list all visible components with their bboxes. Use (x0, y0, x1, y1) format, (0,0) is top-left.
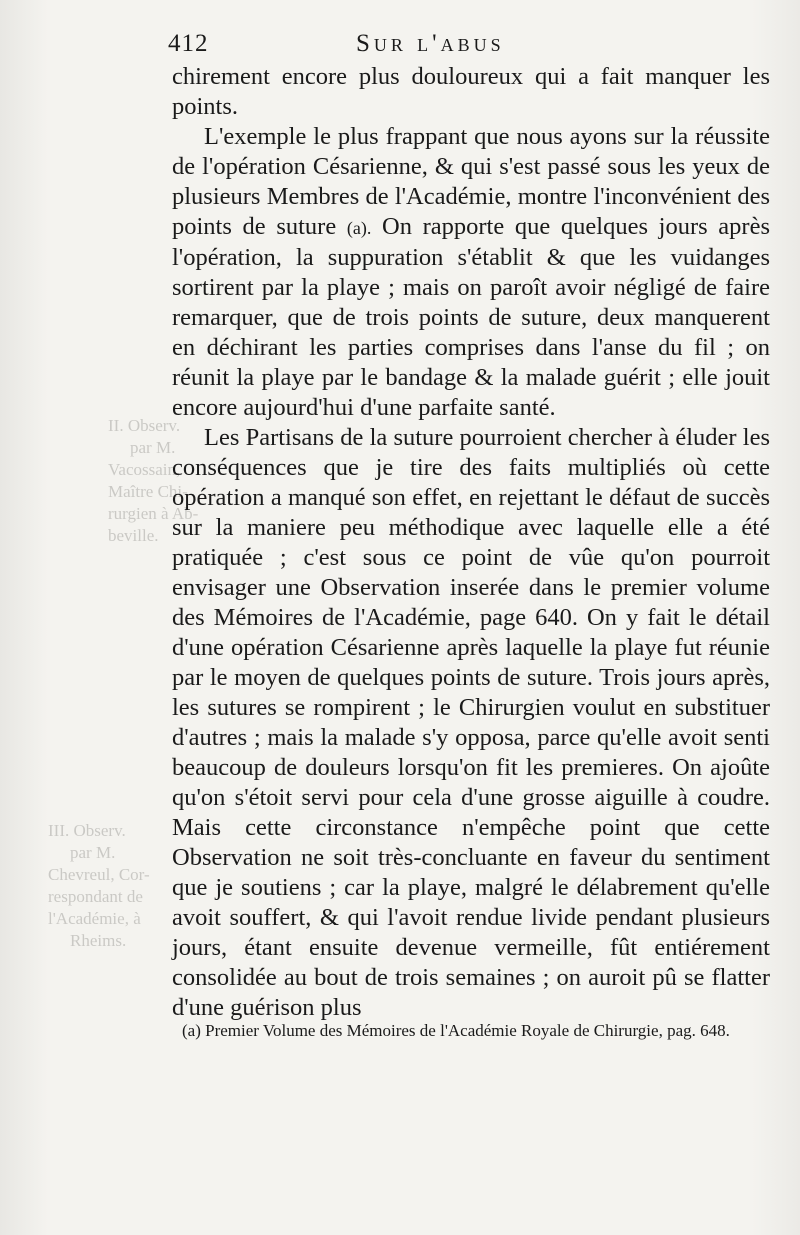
bleed-line: Maître Chi- (108, 482, 188, 501)
page-header (168, 30, 768, 60)
footnote-marker: (a) (182, 1021, 201, 1040)
bleed-line: respondant de (48, 887, 143, 906)
bleed-line: par M. (130, 438, 176, 457)
bleed-line: beville. (108, 526, 159, 545)
bleed-line: III. Observ. (48, 821, 126, 840)
paragraph-text: L'exemple le plus frappant que nous ayons sur la réussite de l'opération Césarienne, & qui s'est passé sous les yeux de plusieurs Membres de l'Académie, montre l'inconvénient des points de suture (172, 123, 770, 240)
bleed-line: Chevreul, Cor- (48, 865, 150, 884)
body-text (172, 62, 770, 1023)
footnote-reference: (a). (346, 218, 372, 238)
footnotes (172, 1020, 772, 1042)
bleed-line: par M. (70, 843, 116, 862)
bleed-line: l'Académie, à (48, 909, 141, 928)
paragraph: Les Partisans de la suture pourroient chercher à éluder les conséquences que je tire des faits multipliés où cette opération a manqué son effet, en rejettant le défaut de succès sur la maniere peu méthodique avec laquelle elle a été pratiquée ; c'est sous ce point de vûe qu'on pourroit envisager une Observation inserée dans le premier volume des Mémoires de l'Académie, page 640. On y fait le détail d'une opération Césarienne après laquelle la playe fut réunie par le moyen de quelques points de suture. Trois jours après, les sutures se rompirent ; le Chirurgien voulut en substituer d'autres ; mais la malade s'y opposa, parce qu'elle avoit senti beaucoup de douleurs lorsqu'on fit les premieres. On ajoûte qu'on s'étoit servi pour cela d'une grosse aiguille à coudre. Mais cette circonstance n'empêche point que cette Observation ne soit très-concluante en faveur du sentiment que je soutiens ; car la playe, malgré le délabrement qu'elle avoit souffert, & qui l'avoit rendue livide pendant plusieurs jours, étant ensuite devenue vermeille, fût entiérement consolidée au bout de trois semaines ; on auroit pû se flatter d'une guérison plus (172, 424, 770, 1021)
paragraph: chirement encore plus douloureux qui a fait manquer les points. (172, 63, 770, 120)
bleed-line: II. Observ. (108, 416, 181, 435)
footnote-text: Premier Volume des Mémoires de l'Académie Royale de Chirurgie, pag. 648. (205, 1021, 730, 1040)
bleed-line: Rheims. (70, 931, 127, 950)
page-number: 412 (168, 30, 209, 57)
bleed-through-margin-note (48, 820, 150, 952)
footnote (172, 1020, 772, 1042)
bleed-line: Vacossain, (108, 460, 181, 479)
bleed-line: rurgien à Ab- (108, 504, 199, 523)
paragraph-text: On rapporte que quelques jours après l'opération, la suppuration s'établit & que les vuidanges sortirent par la playe ; mais on paroît avoir négligé de faire remarquer, que de trois points de suture, deux manquerent en déchirant les parties comprises dans l'anse du fil ; on réunit la playe par le bandage & la malade guérit ; elle jouit encore aujourd'hui d'une parfaite santé. (172, 213, 770, 421)
running-title: Sur l'abus (356, 30, 505, 57)
paragraph (172, 122, 770, 423)
